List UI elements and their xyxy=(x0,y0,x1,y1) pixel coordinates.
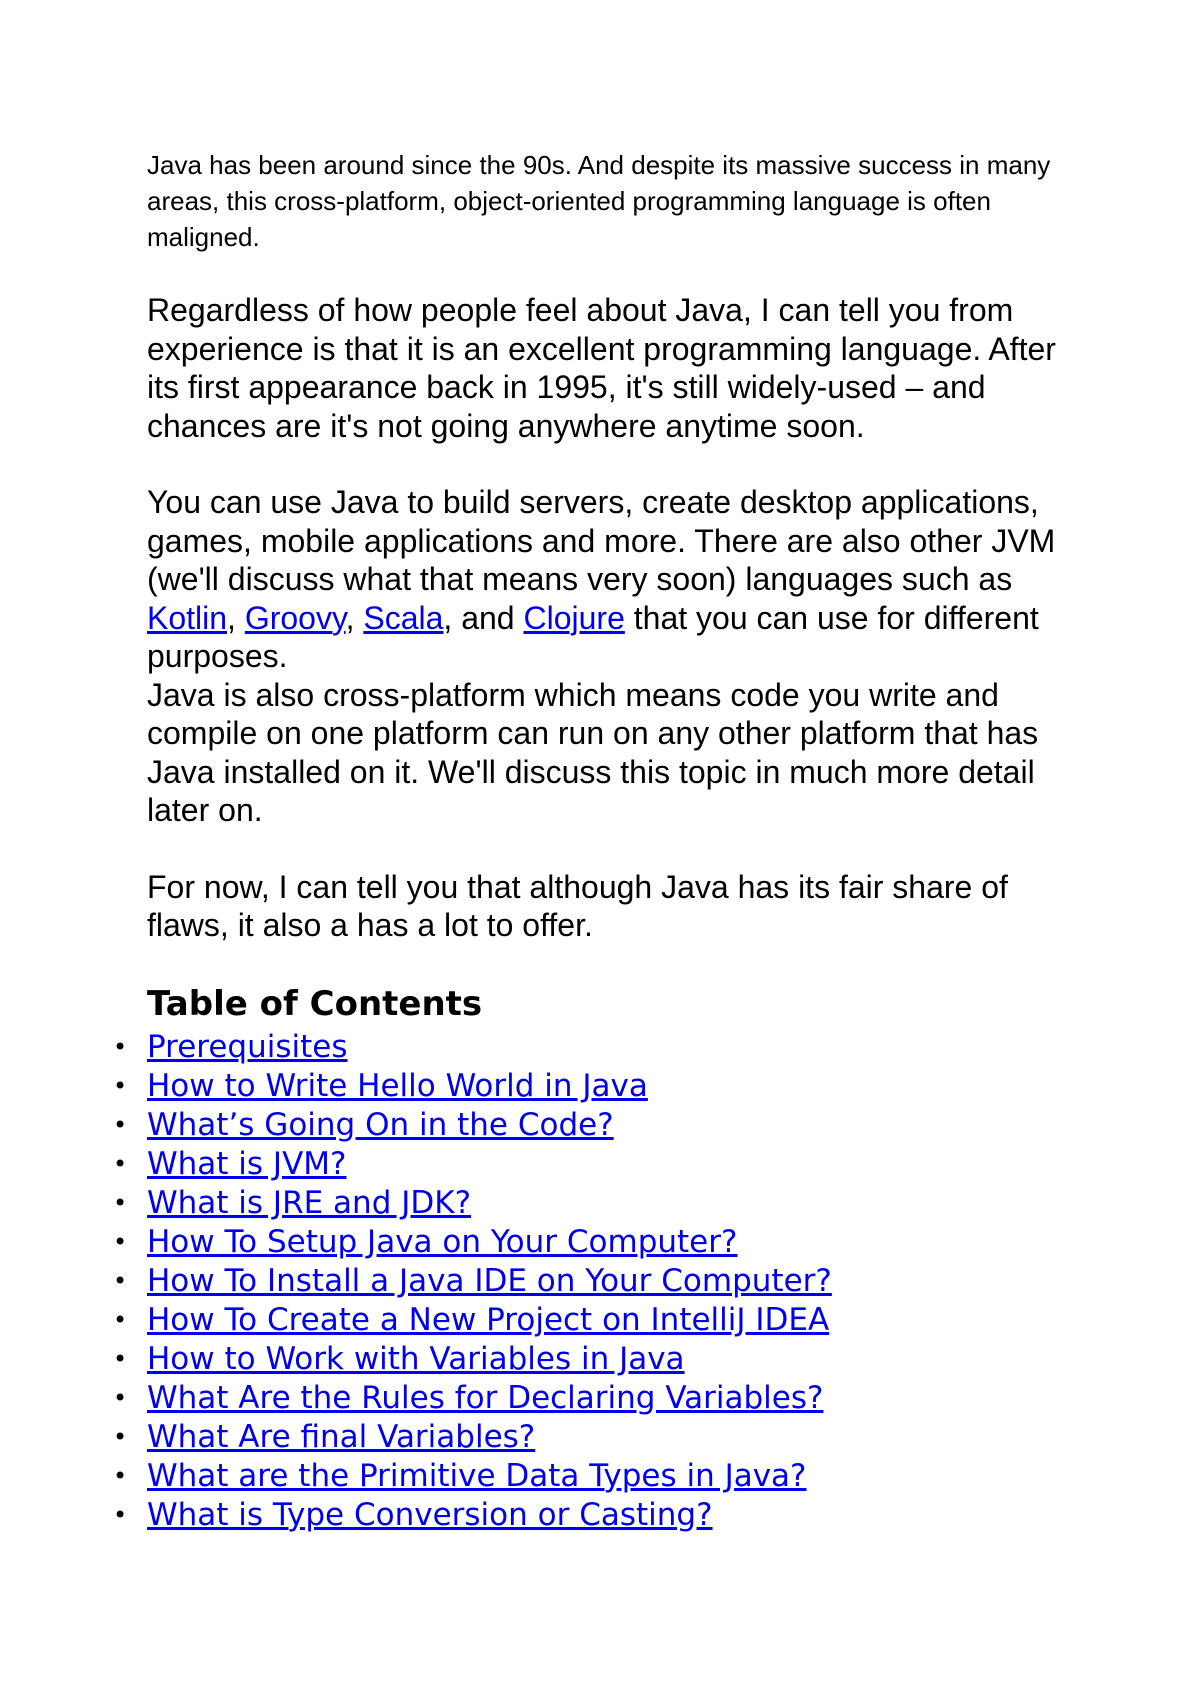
bullet-icon: • xyxy=(113,1383,128,1412)
flaws-paragraph: For now, I can tell you that although Java has its fair share of flaws, it also a has a lot to offer. xyxy=(147,868,1008,943)
groovy-link[interactable]: Groovy xyxy=(244,599,346,636)
bullet-icon: • xyxy=(113,1071,128,1100)
intro-paragraph: Java has been around since the 90s. And despite its massive success in many areas, this cross-platform, object-oriented programming language is often maligned. xyxy=(147,150,1051,252)
toc-link-primitive-types[interactable]: What are the Primitive Data Types in Java? xyxy=(147,1457,807,1494)
toc-item xyxy=(113,1028,1077,1067)
toc-link-hello-world[interactable]: How to Write Hello World in Java xyxy=(147,1067,648,1104)
bullet-icon: • xyxy=(113,1461,128,1490)
toc-item xyxy=(113,1457,1077,1496)
toc-link-code[interactable]: What’s Going On in the Code? xyxy=(147,1106,614,1143)
bullet-icon: • xyxy=(113,1227,128,1256)
separator: , xyxy=(227,599,245,636)
toc-item xyxy=(113,1262,1077,1301)
toc-link-variables[interactable]: How to Work with Variables in Java xyxy=(147,1340,685,1377)
bullet-icon: • xyxy=(113,1149,128,1178)
bullet-icon: • xyxy=(113,1032,128,1061)
uses-text-after: that you can use for different purposes. xyxy=(147,599,1039,674)
toc-item xyxy=(113,1184,1077,1223)
toc-item xyxy=(113,1418,1077,1457)
toc-item xyxy=(113,1067,1077,1106)
bullet-icon: • xyxy=(113,1422,128,1451)
bullet-icon: • xyxy=(113,1188,128,1217)
separator: , and xyxy=(443,599,524,636)
bullet-icon: • xyxy=(113,1344,128,1373)
toc-heading: Table of Contents xyxy=(147,983,483,1024)
toc-link-setup-java[interactable]: How To Setup Java on Your Computer? xyxy=(147,1223,738,1260)
toc-link-jvm[interactable]: What is JVM? xyxy=(147,1145,347,1182)
uses-text-before: You can use Java to build servers, create desktop applications, games, mobile applications and more. There are also other JVM (we'll discuss what that means very soon) languages such as xyxy=(147,484,1056,597)
toc-item xyxy=(113,1379,1077,1418)
bullet-icon: • xyxy=(113,1110,128,1139)
toc-link-new-project[interactable]: How To Create a New Project on IntelliJ IDEA xyxy=(147,1301,830,1338)
separator: , xyxy=(345,599,364,636)
toc-item xyxy=(113,1106,1077,1145)
toc-link-declaring-rules[interactable]: What Are the Rules for Declaring Variables? xyxy=(147,1379,824,1416)
toc-link-jre-jdk[interactable]: What is JRE and JDK? xyxy=(147,1184,472,1221)
toc-item xyxy=(113,1145,1077,1184)
toc-link-type-conversion[interactable]: What is Type Conversion or Casting? xyxy=(147,1496,713,1533)
bullet-icon: • xyxy=(113,1305,128,1334)
kotlin-link[interactable]: Kotlin xyxy=(147,599,228,636)
toc-link-final-variables[interactable]: What Are final Variables? xyxy=(147,1418,536,1455)
bullet-icon: • xyxy=(113,1500,128,1529)
cross-platform-paragraph: Java is also cross-platform which means code you write and compile on one platform can run on any other platform that has Java installed on it. We'll discuss this topic in much more detail later on. xyxy=(147,676,1039,828)
toc-link-install-ide[interactable]: How To Install a Java IDE on Your Computer? xyxy=(147,1262,832,1299)
document-content xyxy=(113,147,1077,1535)
clojure-link[interactable]: Clojure xyxy=(523,599,625,636)
uses-paragraph xyxy=(147,483,1077,676)
toc-item xyxy=(113,1223,1077,1262)
scala-link[interactable]: Scala xyxy=(363,599,444,636)
experience-paragraph: Regardless of how people feel about Java, I can tell you from experience is that it is an excellent programming language. After its first appearance back in 1995, it's still widely-used – and chances are it's not going anywhere anytime soon. xyxy=(147,292,1056,444)
toc-list xyxy=(113,1028,1077,1535)
toc-link-prerequisites[interactable]: Prerequisites xyxy=(147,1028,348,1065)
bullet-icon: • xyxy=(113,1266,128,1295)
toc-item xyxy=(113,1340,1077,1379)
toc-item xyxy=(113,1301,1077,1340)
toc-item xyxy=(113,1496,1077,1535)
